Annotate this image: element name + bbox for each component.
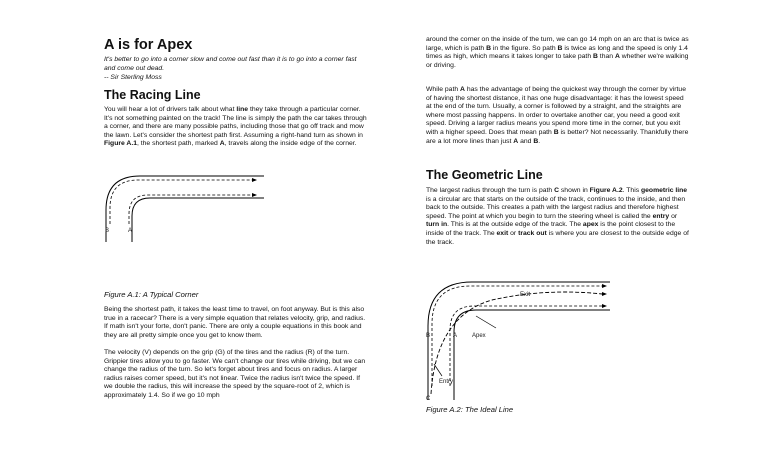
path-a-line — [450, 306, 602, 386]
figure-a1-label-a: A — [128, 228, 133, 234]
path-a-arrowhead — [252, 193, 257, 197]
path-a-arrowhead — [602, 304, 607, 308]
heading-geometric-line: The Geometric Line — [426, 168, 543, 182]
path-c-geometric-line — [431, 292, 602, 394]
paragraph-velocity: The velocity (V) depends on the grip (G) of the tires and the radius (R) of the turn. Grippier tires allow you to go faster. We can't change our tires while driving, but we can change the radius of the turn. So let's forget about tires and focus on radius. A larger radius raises corner speed, but it's not linear. Twice the radius isn't twice the speed. If we double the radius, this will increase the speed by the square-root of 2, which is approximately 1.4. So if we go 10 mph — [104, 349, 366, 399]
track-outer-edge — [428, 282, 610, 400]
track-inner-edge — [132, 198, 264, 242]
paragraph-geometric-line: The largest radius through the turn is path C shown in Figure A.2. This geometric line is a circular arc that starts on the outside of the track, continues to the inside, and then back to the outside. This creates a path with the largest radius and therefore highest speed. The point at which you begin to turn the steering wheel is called the entry or turn in. This is at the outside edge of the track. The apex is the point closest to the inside of the track. The exit or track out is where you are closest to the outside edge of the track. — [426, 187, 689, 246]
paragraph-racing-line: You will hear a lot of drivers talk about what line they take through a particular corner. It's not something painted on the track! The line is simply the path the car takes through a corner, and there are many possible paths, including those that go off track and mow the lawn. Let's consider the shortest path first. Assuming a right-hand turn as shown in Figure A.1, the shortest path, marked A, travels along the inside edge of the corner. — [104, 106, 367, 148]
chapter-title: A is for Apex — [104, 37, 193, 53]
paragraph-shortest-path: Being the shortest path, it takes the least time to travel, on foot anyway. But is this also true in a racecar? There is a very simple equation that relates velocity, grip, and radius. If math isn't your forte, don't panic. There are only a couple equations in this book and they are all pretty simple once you get to know them. — [104, 306, 366, 339]
epigraph-citation: -- Sir Sterling Moss — [104, 74, 162, 81]
figure-a2-label-a: A — [453, 333, 458, 339]
figure-a1-label-b: B — [105, 228, 110, 234]
figure-a2-caption: Figure A.2: The Ideal Line — [426, 405, 514, 414]
figure-a1-diagram — [104, 172, 274, 242]
apex-pointer — [476, 316, 496, 328]
epigraph-quote: It's better to go into a corner slow and come out fast than it is to go into a corner fast and come out dead. — [104, 56, 357, 72]
path-c-arrowhead — [602, 292, 607, 296]
path-b-arrowhead — [252, 178, 257, 182]
path-b-arrowhead — [602, 284, 607, 288]
figure-a2-label-apex: Apex — [472, 333, 486, 339]
figure-a2-label-c: C — [426, 396, 431, 402]
figure-a2-label-b: B — [426, 333, 431, 339]
path-b-line — [432, 286, 602, 386]
heading-racing-line: The Racing Line — [104, 88, 201, 102]
entry-pointer — [434, 364, 442, 376]
figure-a2-label-entry: Entry — [439, 379, 454, 385]
figure-a1-caption: Figure A.1: A Typical Corner — [104, 290, 199, 299]
figure-a2-label-exit: Exit — [520, 292, 531, 298]
track-inner-edge — [454, 310, 610, 400]
paragraph-exit-speed: While path A has the advantage of being the quickest way through the corner by virtue of having the shortest distance, it has one huge disadvantage: it has the lowest speed at the end of the turn. Usually, a corner is followed by a straight, and the straights are where most passing happens. In order to overtake another car, you need a good exit speed. Driving a larger radius means you spend more time in the corner, but you exit with a higher speed. Does that mean path B is better? Not necessarily. Thankfully there are a lot more lines than just A and B. — [426, 86, 689, 145]
figure-a2-diagram — [426, 276, 616, 402]
path-a-line — [129, 195, 252, 224]
paragraph-path-b-speed: around the corner on the inside of the turn, we can go 14 mph on an arc that is twice as large, which is path B in the figure. So path B is twice as long and the speed is only 1.4 times as high, which means it takes longer to take path B than A whether we're walking or driving. — [426, 36, 689, 69]
path-b-line — [110, 180, 252, 224]
